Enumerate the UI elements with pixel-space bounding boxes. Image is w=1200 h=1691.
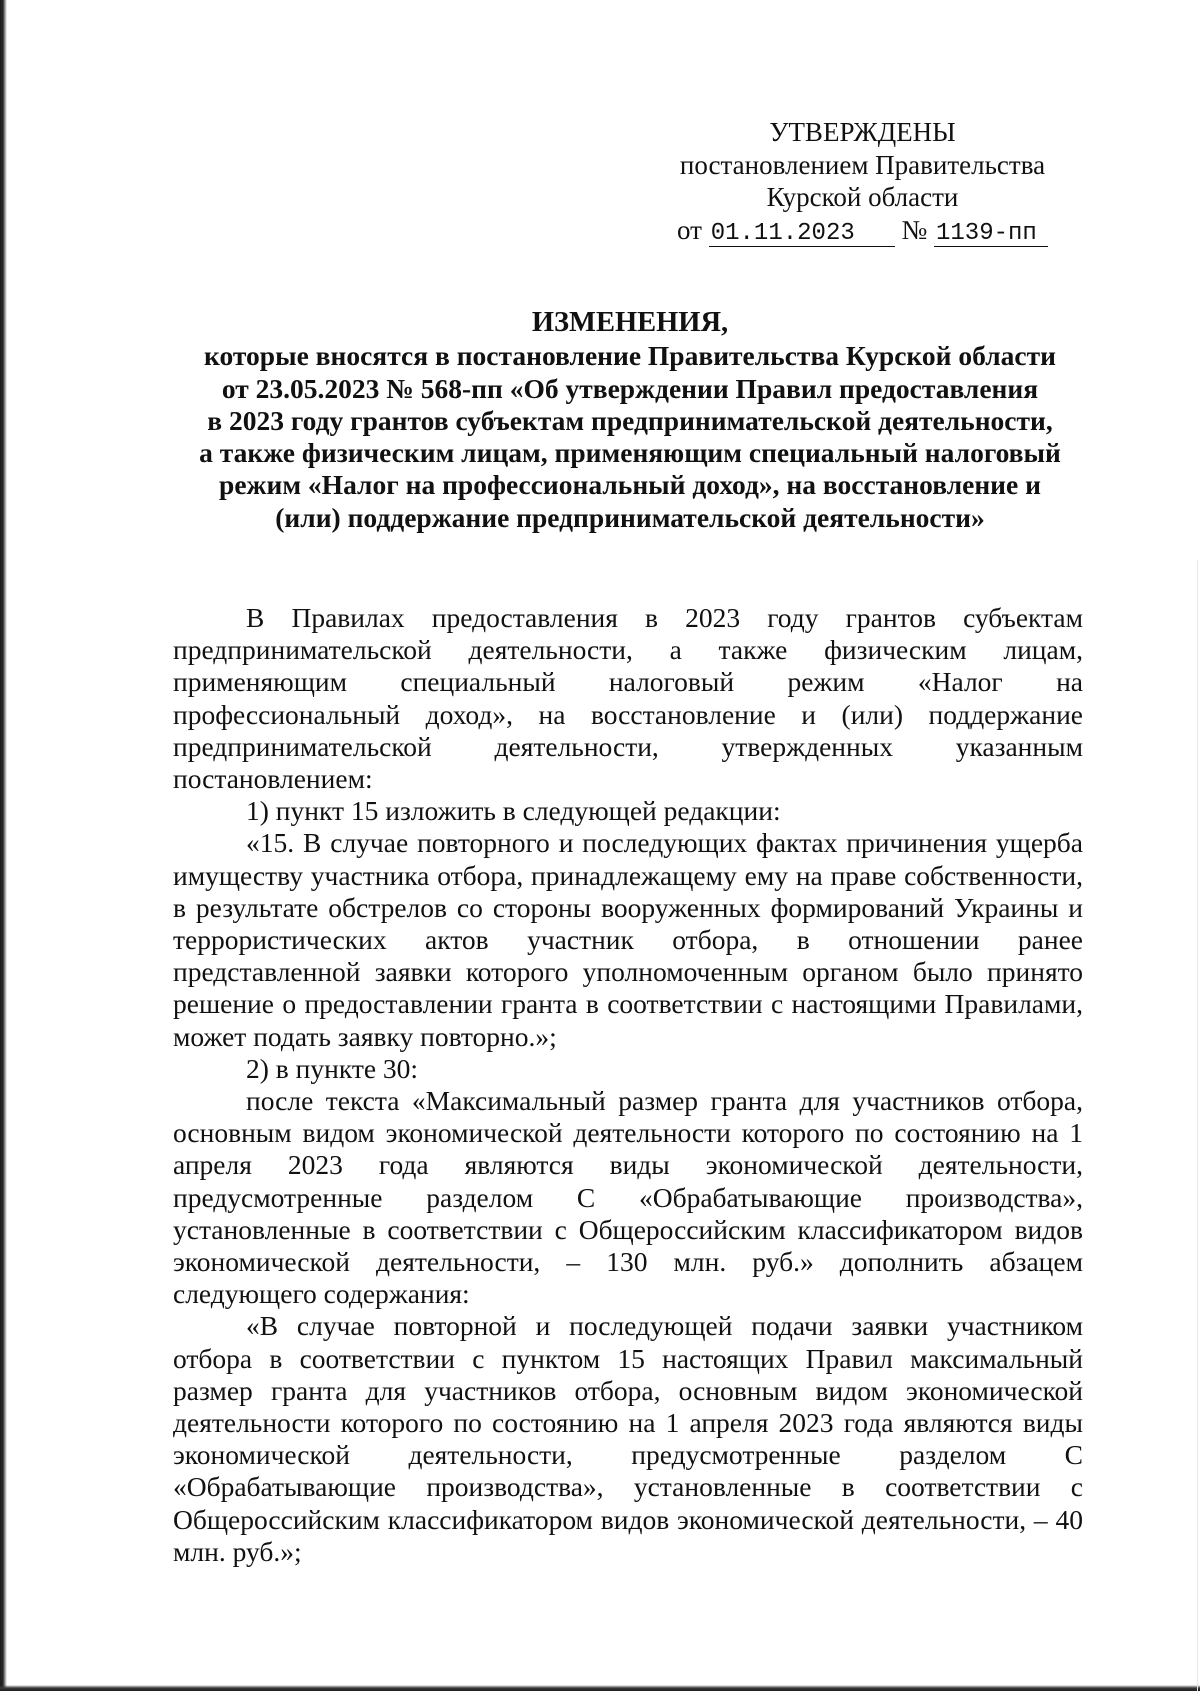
approval-line-1: постановлением Правительства (679, 149, 1046, 180)
title-line: от 23.05.2023 № 568-пп «Об утверждении Правил предоставления (221, 372, 1039, 404)
body-paragraph-item-1: 1) пункт 15 изложить в следующей редакции: (246, 795, 781, 827)
title-line: режим «Налог на профессиональный доход», на восстановление и (219, 469, 1041, 501)
body-paragraph-point-15: «15. В случае повторного и последующих фактах причинения ущерба имуществу участника отбора, принадлежащему ему на праве собственности, в результате обстрелов со стороны вооруженных формирований Украины и террористических актов участник отбора, в отношении ранее представленной заявки которого уполномоченным органом было принято решение о предоставлении гранта в соответствии с настоящими Правилами, может подать заявку повторно.»; (173, 827, 1083, 1052)
title-line: в 2023 году грантов субъектам предпринимательской деятельности, (207, 404, 1053, 436)
scan-edge-left (0, 0, 7, 1691)
title-line: которые вносятся в постановление Правительства Курской области (204, 340, 1056, 372)
scan-edge-right (1197, 560, 1198, 1691)
approval-date: 01.11.2023 (709, 222, 895, 247)
title-line: (или) поддержание предпринимательской деятельности» (275, 501, 985, 533)
title-heading: ИЗМЕНЕНИЯ, (531, 307, 729, 338)
body-paragraph-point-30: после текста «Максимальный размер гранта для участников отбора, основным видом экономической деятельности которого по состоянию на 1 апреля 2023 года являются виды экономической деятельности, предусмотренные разделом С «Обрабатывающие производства», установленные в соответствии с Общероссийским классификатором видов экономической деятельности, – 130 млн. руб.» дополнить абзацем следующего содержания: (173, 1085, 1083, 1310)
document-title (170, 307, 1090, 534)
body-paragraph-intro: В Правилах предоставления в 2023 году грантов субъектам предпринимательской деятельности, а также физическим лицам, применяющим специальный налоговый режим «Налог на профессиональный доход», на восстановление и (или) поддержание предпринимательской деятельности, утвержденных указанным постановлением: (173, 602, 1083, 795)
approval-heading: УТВЕРЖДЕНЫ (769, 117, 956, 147)
approval-line-2: Курской области (766, 182, 959, 212)
title-line: а также физическим лицам, применяющим специальный налоговый (199, 437, 1061, 469)
scan-edge-bottom (0, 1685, 1200, 1691)
approval-date-line (650, 214, 1075, 247)
date-prefix: от (677, 214, 702, 245)
body-paragraph-item-2: 2) в пункте 30: (246, 1052, 419, 1084)
number-sign: № (901, 214, 928, 245)
body-paragraph-addition: «В случае повторной и последующей подачи заявки участником отбора в соответствии с пунктом 15 настоящих Правил максимальный размер гранта для участников отбора, основным видом экономической деятельности которого по состоянию на 1 апреля 2023 года являются виды экономической деятельности, предусмотренные разделом С «Обрабатывающие производства», установленные в соответствии с Общероссийским классификатором видов экономической деятельности, – 40 млн. руб.»; (173, 1310, 1083, 1567)
document-body (173, 602, 1083, 1568)
approval-block (650, 116, 1075, 247)
approval-number: 1139-пп (934, 222, 1048, 247)
